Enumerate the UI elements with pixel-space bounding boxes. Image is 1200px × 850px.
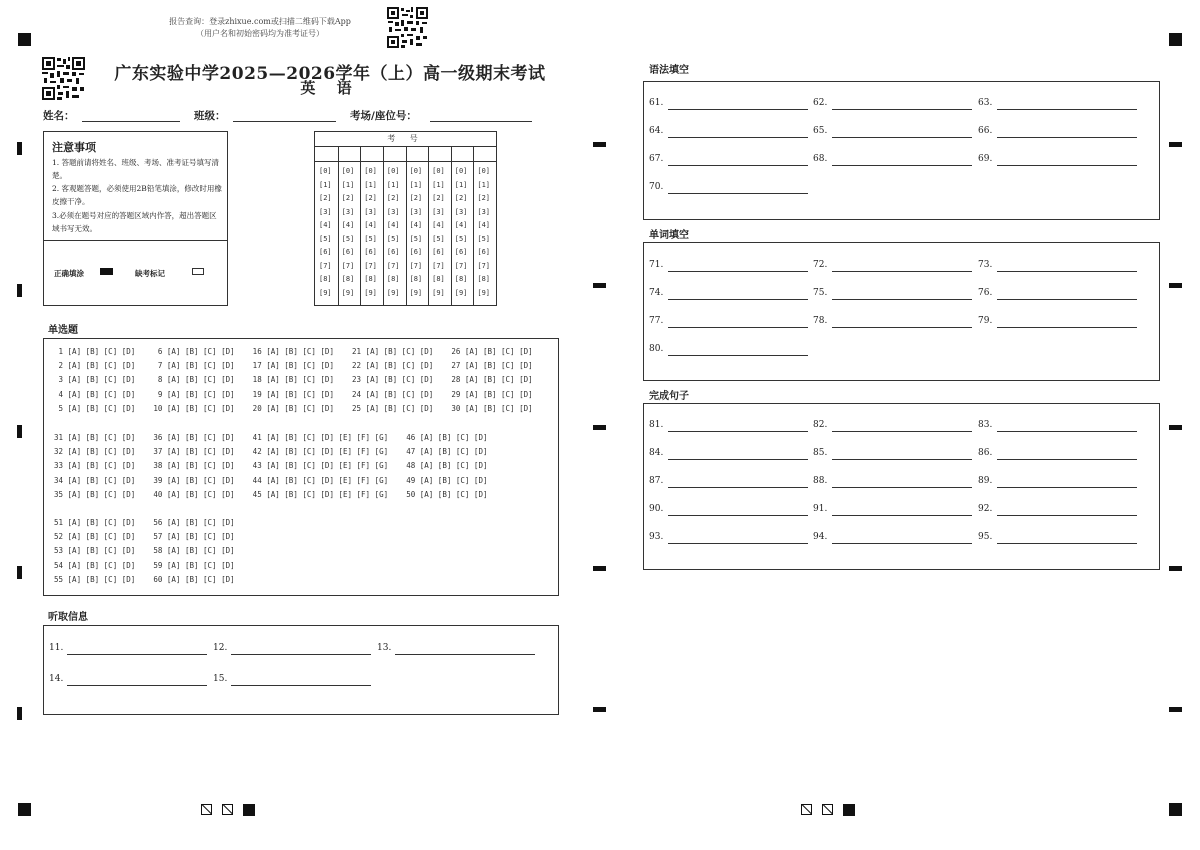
exam-digit-bubble[interactable]: [2] bbox=[409, 194, 423, 202]
exam-number-label: 考 号 bbox=[387, 134, 424, 143]
exam-digit-bubble[interactable]: [2] bbox=[319, 194, 332, 202]
grammar-fill-title: 语法填空 bbox=[649, 65, 689, 76]
exam-digit-bubble[interactable]: [4] bbox=[477, 221, 491, 229]
timing-mark bbox=[593, 283, 606, 288]
answer-line[interactable] bbox=[231, 654, 371, 655]
question-number: 64. bbox=[649, 126, 664, 136]
question-number: 85. bbox=[813, 448, 828, 458]
exam-digit-bubble[interactable]: [6] bbox=[364, 248, 377, 256]
question-number: 75. bbox=[813, 288, 828, 298]
question-number: 81. bbox=[649, 420, 664, 430]
exam-digit-bubble[interactable]: [5] bbox=[454, 234, 468, 243]
grid-column-divider bbox=[473, 146, 474, 305]
exam-digit-bubble[interactable]: [8] bbox=[364, 275, 377, 283]
exam-number-grid bbox=[314, 131, 497, 306]
exam-digit-bubble[interactable]: [9] bbox=[364, 288, 377, 297]
exam-digit-bubble[interactable]: [8] bbox=[341, 275, 355, 283]
answer-line[interactable] bbox=[395, 654, 535, 655]
timing-mark bbox=[593, 142, 606, 147]
complete-sentences-box bbox=[643, 403, 1160, 570]
absent-mark-checkbox[interactable] bbox=[192, 268, 204, 275]
question-number: 76. bbox=[978, 288, 993, 298]
timing-mark bbox=[1169, 425, 1182, 430]
answer-line[interactable] bbox=[832, 109, 972, 110]
mcq-row[interactable]: 5 [A] [B] [C] [D] 10 [A] [B] [C] [D] 20 [A] [B] [C] [D] 25 [A] [B] [C] [D] 30 [A] [B] [C] [D] bbox=[54, 403, 533, 413]
exam-digit-bubble[interactable]: [3] bbox=[454, 207, 468, 216]
notice-box bbox=[43, 131, 228, 306]
answer-line[interactable] bbox=[67, 654, 207, 655]
question-number: 82. bbox=[813, 420, 828, 430]
answer-line[interactable] bbox=[67, 685, 207, 686]
answer-line[interactable] bbox=[832, 515, 972, 516]
answer-line[interactable] bbox=[997, 271, 1137, 272]
exam-digit-bubble[interactable]: [2] bbox=[477, 194, 491, 202]
timing-mark bbox=[593, 425, 606, 430]
question-number: 13. bbox=[377, 643, 392, 653]
exam-digit-bubble[interactable]: [3] bbox=[409, 207, 423, 216]
timing-mark bbox=[17, 284, 22, 297]
answer-line[interactable] bbox=[668, 137, 808, 138]
answer-line[interactable] bbox=[997, 109, 1137, 110]
answer-line[interactable] bbox=[832, 487, 972, 488]
exam-digit-bubble[interactable]: [0] bbox=[454, 167, 468, 175]
question-number: 83. bbox=[978, 420, 993, 430]
exam-digit-bubble[interactable]: [8] bbox=[386, 275, 400, 283]
question-number: 73. bbox=[978, 260, 993, 270]
exam-digit-bubble[interactable]: [8] bbox=[319, 275, 332, 283]
page-mark-crossed bbox=[201, 804, 212, 815]
single-choice-box bbox=[43, 338, 559, 596]
question-number: 11. bbox=[49, 643, 64, 653]
exam-digit-bubble[interactable]: [2] bbox=[454, 194, 468, 202]
answer-line[interactable] bbox=[997, 137, 1137, 138]
room-seat-label: 考场/座位号： bbox=[350, 110, 417, 122]
single-choice-title: 单选题 bbox=[48, 325, 78, 336]
mcq-row[interactable]: 1 [A] [B] [C] [D] 6 [A] [B] [C] [D] 16 [A] [B] [C] [D] 21 [A] [B] [C] [D] 26 [A] [B] [C] [D] bbox=[54, 347, 533, 356]
timing-mark bbox=[1169, 142, 1182, 147]
exam-title: 广东实验中学2025—2026学年（上）高一级期末考试 bbox=[114, 64, 546, 84]
grid-column-divider bbox=[360, 146, 361, 305]
mcq-row[interactable]: 3 [A] [B] [C] [D] 8 [A] [B] [C] [D] 18 [A] [B] [C] [D] 23 [A] [B] [C] [D] 28 [A] [B] [C] [D] bbox=[54, 375, 533, 385]
exam-digit-bubble[interactable]: [8] bbox=[454, 275, 468, 283]
exam-digit-bubble[interactable]: [3] bbox=[386, 207, 400, 216]
exam-digit-bubble[interactable]: [0] bbox=[341, 167, 355, 175]
exam-digit-bubble[interactable]: [5] bbox=[409, 234, 423, 243]
question-number: 71. bbox=[649, 260, 664, 270]
answer-line[interactable] bbox=[832, 165, 972, 166]
question-number: 90. bbox=[649, 504, 664, 514]
answer-line[interactable] bbox=[668, 459, 808, 460]
room-seat-field[interactable] bbox=[430, 121, 532, 122]
answer-line[interactable] bbox=[832, 299, 972, 300]
exam-digit-bubble[interactable]: [1] bbox=[454, 180, 468, 189]
exam-digit-bubble[interactable]: [8] bbox=[409, 275, 423, 283]
answer-line[interactable] bbox=[997, 327, 1137, 328]
exam-digit-bubble[interactable]: [1] bbox=[341, 180, 355, 189]
listening-title: 听取信息 bbox=[48, 612, 88, 623]
exam-digit-bubble[interactable]: [4] bbox=[319, 221, 332, 229]
answer-line[interactable] bbox=[997, 299, 1137, 300]
correct-fill-sample bbox=[100, 268, 113, 275]
exam-digit-bubble[interactable]: [4] bbox=[386, 221, 400, 229]
exam-digit-bubble[interactable]: [3] bbox=[364, 207, 377, 216]
class-field[interactable] bbox=[233, 121, 336, 122]
question-number: 12. bbox=[213, 643, 228, 653]
mcq-row[interactable]: 2 [A] [B] [C] [D] 7 [A] [B] [C] [D] 17 [A] [B] [C] [D] 22 [A] [B] [C] [D] 27 [A] [B] [C] [D] bbox=[54, 361, 533, 371]
absent-mark-label: 缺考标记 bbox=[135, 269, 165, 278]
question-number: 79. bbox=[978, 316, 993, 326]
timing-mark bbox=[17, 425, 22, 438]
complete-sentences-title: 完成句子 bbox=[649, 391, 689, 402]
timing-mark bbox=[1169, 283, 1182, 288]
exam-digit-bubble[interactable]: [2] bbox=[341, 194, 355, 202]
timing-mark bbox=[17, 566, 22, 579]
exam-digit-bubble[interactable]: [1] bbox=[386, 180, 400, 189]
exam-digit-bubble[interactable]: [4] bbox=[409, 221, 423, 229]
corner-mark-top-left bbox=[18, 33, 31, 46]
exam-digit-bubble[interactable]: [0] bbox=[409, 167, 423, 175]
exam-digit-bubble[interactable]: [6] bbox=[454, 248, 468, 256]
answer-line[interactable] bbox=[668, 487, 808, 488]
page-mark-filled bbox=[243, 804, 255, 816]
exam-digit-bubble[interactable]: [7] bbox=[477, 261, 491, 270]
exam-digit-bubble[interactable]: [9] bbox=[454, 288, 468, 297]
question-number: 61. bbox=[649, 98, 664, 108]
timing-mark bbox=[17, 707, 22, 720]
answer-line[interactable] bbox=[832, 543, 972, 544]
listening-box bbox=[43, 625, 559, 715]
question-number: 78. bbox=[813, 316, 828, 326]
answer-line[interactable] bbox=[668, 431, 808, 432]
exam-digit-bubble[interactable]: [2] bbox=[386, 194, 400, 202]
exam-digit-bubble[interactable]: [3] bbox=[432, 207, 445, 216]
mcq-row[interactable]: 55 [A] [B] [C] [D] 60 [A] [B] [C] [D] bbox=[54, 574, 235, 584]
answer-line[interactable] bbox=[231, 685, 371, 686]
answer-line[interactable] bbox=[997, 431, 1137, 432]
page-mark-crossed bbox=[822, 804, 833, 815]
exam-digit-bubble[interactable]: [9] bbox=[386, 288, 400, 297]
answer-line[interactable] bbox=[668, 355, 808, 356]
question-number: 86. bbox=[978, 448, 993, 458]
grammar-fill-box bbox=[643, 81, 1160, 220]
mcq-row[interactable]: 32 [A] [B] [C] [D] 37 [A] [B] [C] [D] 42 [A] [B] [C] [D] [E] [F] [G] 47 [A] [B] [C] [D] bbox=[54, 447, 488, 457]
answer-line[interactable] bbox=[668, 327, 808, 328]
answer-line[interactable] bbox=[832, 431, 972, 432]
page-mark-crossed bbox=[222, 804, 233, 815]
exam-digit-bubble[interactable]: [6] bbox=[341, 248, 355, 256]
exam-digit-bubble[interactable]: [3] bbox=[477, 207, 491, 216]
corner-mark-bottom-right bbox=[1169, 803, 1182, 816]
exam-digit-bubble[interactable]: [1] bbox=[409, 180, 423, 189]
answer-line[interactable] bbox=[668, 299, 808, 300]
exam-digit-bubble[interactable]: [5] bbox=[432, 234, 445, 243]
exam-digit-bubble[interactable]: [6] bbox=[432, 248, 445, 256]
exam-digit-bubble[interactable]: [8] bbox=[477, 275, 491, 283]
answer-line[interactable] bbox=[668, 515, 808, 516]
question-number: 15. bbox=[213, 674, 228, 684]
question-number: 74. bbox=[649, 288, 664, 298]
question-number: 69. bbox=[978, 154, 993, 164]
notice-item: 2. 客观题答题，必须使用2B铅笔填涂，修改时用橡皮擦干净。 bbox=[52, 184, 222, 206]
question-number: 65. bbox=[813, 126, 828, 136]
exam-digit-bubble[interactable]: [1] bbox=[319, 180, 332, 189]
exam-digit-bubble[interactable]: [7] bbox=[386, 261, 400, 270]
answer-line[interactable] bbox=[668, 271, 808, 272]
question-number: 67. bbox=[649, 154, 664, 164]
grid-column-divider bbox=[451, 146, 452, 305]
exam-digit-bubble[interactable]: [5] bbox=[477, 234, 491, 243]
timing-mark bbox=[1169, 707, 1182, 712]
exam-digit-bubble[interactable]: [4] bbox=[432, 221, 445, 229]
question-number: 95. bbox=[978, 532, 993, 542]
mcq-row[interactable]: 53 [A] [B] [C] [D] 58 [A] [B] [C] [D] bbox=[54, 546, 235, 556]
answer-line[interactable] bbox=[832, 271, 972, 272]
exam-digit-bubble[interactable]: [7] bbox=[409, 261, 423, 270]
exam-digit-bubble[interactable]: [6] bbox=[319, 248, 332, 256]
mcq-row[interactable]: 54 [A] [B] [C] [D] 59 [A] [B] [C] [D] bbox=[54, 560, 235, 570]
exam-digit-bubble[interactable]: [7] bbox=[364, 261, 377, 270]
grid-column-divider bbox=[338, 146, 339, 305]
exam-digit-bubble[interactable]: [4] bbox=[454, 221, 468, 229]
answer-line[interactable] bbox=[997, 487, 1137, 488]
question-number: 89. bbox=[978, 476, 993, 486]
question-number: 92. bbox=[978, 504, 993, 514]
notice-divider bbox=[44, 240, 227, 241]
exam-digit-bubble[interactable]: [6] bbox=[477, 248, 491, 256]
question-number: 93. bbox=[649, 532, 664, 542]
corner-mark-top-right bbox=[1169, 33, 1182, 46]
exam-digit-bubble[interactable]: [5] bbox=[364, 234, 377, 243]
exam-digit-bubble[interactable]: [4] bbox=[364, 221, 377, 229]
answer-line[interactable] bbox=[668, 543, 808, 544]
exam-digit-bubble[interactable]: [3] bbox=[319, 207, 332, 216]
corner-mark-bottom-left bbox=[18, 803, 31, 816]
exam-digit-bubble[interactable]: [7] bbox=[454, 261, 468, 270]
exam-digit-bubble[interactable]: [3] bbox=[341, 207, 355, 216]
answer-line[interactable] bbox=[997, 543, 1137, 544]
login-hint-note: （用户名和初始密码均为准考证号） bbox=[196, 29, 324, 38]
page-mark-crossed bbox=[801, 804, 812, 815]
subject-title: 英 语 bbox=[300, 79, 360, 97]
exam-digit-bubble[interactable]: [9] bbox=[341, 288, 355, 297]
question-number: 80. bbox=[649, 344, 664, 354]
question-number: 62. bbox=[813, 98, 828, 108]
notice-item: 3.必须在题号对应的答题区域内作答，超出答题区域书写无效。 bbox=[52, 211, 217, 233]
answer-line[interactable] bbox=[997, 459, 1137, 460]
exam-digit-bubble[interactable]: [9] bbox=[477, 288, 491, 297]
mcq-row[interactable]: 35 [A] [B] [C] [D] 40 [A] [B] [C] [D] 45 [A] [B] [C] [D] [E] [F] [G] 50 [A] [B] [C] [D] bbox=[54, 489, 488, 499]
class-label: 班级： bbox=[194, 110, 226, 122]
question-number: 94. bbox=[813, 532, 828, 542]
question-number: 72. bbox=[813, 260, 828, 270]
answer-line[interactable] bbox=[997, 515, 1137, 516]
answer-line[interactable] bbox=[832, 137, 972, 138]
report-query-note: 报告查询：登录zhixue.com或扫描二维码下载App bbox=[169, 17, 351, 26]
exam-digit-bubble[interactable]: [7] bbox=[319, 261, 332, 270]
timing-mark bbox=[1169, 566, 1182, 571]
question-number: 68. bbox=[813, 154, 828, 164]
question-number: 14. bbox=[49, 674, 64, 684]
mcq-row[interactable]: 4 [A] [B] [C] [D] 9 [A] [B] [C] [D] 19 [A] [B] [C] [D] 24 [A] [B] [C] [D] 29 [A] [B] [C] [D] bbox=[54, 389, 533, 399]
correct-fill-label: 正确填涂 bbox=[54, 269, 84, 278]
exam-digit-bubble[interactable]: [5] bbox=[341, 234, 355, 243]
answer-line[interactable] bbox=[668, 193, 808, 194]
exam-digit-bubble[interactable]: [8] bbox=[432, 275, 445, 283]
exam-digit-bubble[interactable]: [5] bbox=[386, 234, 400, 243]
grid-column-divider bbox=[428, 146, 429, 305]
exam-digit-bubble[interactable]: [0] bbox=[477, 167, 491, 175]
exam-digit-bubble[interactable]: [6] bbox=[386, 248, 400, 256]
exam-digit-bubble[interactable]: [6] bbox=[409, 248, 423, 256]
answer-line[interactable] bbox=[668, 109, 808, 110]
exam-digit-bubble[interactable]: [1] bbox=[477, 180, 491, 189]
timing-mark bbox=[593, 707, 606, 712]
question-number: 91. bbox=[813, 504, 828, 514]
timing-mark bbox=[17, 142, 22, 155]
name-label: 姓名： bbox=[43, 110, 75, 122]
exam-digit-bubble[interactable]: [0] bbox=[432, 167, 445, 175]
grid-column-divider bbox=[406, 146, 407, 305]
question-number: 63. bbox=[978, 98, 993, 108]
answer-line[interactable] bbox=[997, 165, 1137, 166]
name-field[interactable] bbox=[82, 121, 180, 122]
exam-digit-bubble[interactable]: [9] bbox=[319, 288, 332, 297]
question-number: 70. bbox=[649, 182, 664, 192]
page-mark-filled bbox=[843, 804, 855, 816]
question-number: 84. bbox=[649, 448, 664, 458]
question-number: 87. bbox=[649, 476, 664, 486]
question-number: 77. bbox=[649, 316, 664, 326]
exam-digit-bubble[interactable]: [7] bbox=[341, 261, 355, 270]
word-fill-title: 单词填空 bbox=[649, 230, 689, 241]
exam-digit-bubble[interactable]: [0] bbox=[364, 167, 377, 175]
exam-digit-bubble[interactable]: [0] bbox=[386, 167, 400, 175]
mcq-row[interactable]: 34 [A] [B] [C] [D] 39 [A] [B] [C] [D] 44 [A] [B] [C] [D] [E] [F] [G] 49 [A] [B] [C] [D] bbox=[54, 475, 488, 485]
mcq-row[interactable]: 52 [A] [B] [C] [D] 57 [A] [B] [C] [D] bbox=[54, 532, 235, 542]
notice-title: 注意事项 bbox=[52, 141, 96, 154]
mcq-row[interactable]: 31 [A] [B] [C] [D] 36 [A] [B] [C] [D] 41 [A] [B] [C] [D] [E] [F] [G] 46 [A] [B] [C] [D] bbox=[54, 433, 488, 442]
exam-digit-bubble[interactable]: [9] bbox=[432, 288, 445, 297]
exam-digit-bubble[interactable]: [1] bbox=[364, 180, 377, 189]
word-fill-box bbox=[643, 242, 1160, 381]
answer-line[interactable] bbox=[832, 459, 972, 460]
question-number: 66. bbox=[978, 126, 993, 136]
timing-mark bbox=[593, 566, 606, 571]
exam-digit-bubble[interactable]: [2] bbox=[432, 194, 445, 202]
grid-column-divider bbox=[383, 146, 384, 305]
mcq-row[interactable]: 33 [A] [B] [C] [D] 38 [A] [B] [C] [D] 43 [A] [B] [C] [D] [E] [F] [G] 48 [A] [B] [C] [D] bbox=[54, 461, 488, 471]
answer-line[interactable] bbox=[668, 165, 808, 166]
exam-digit-bubble[interactable]: [9] bbox=[409, 288, 423, 297]
mcq-row[interactable]: 51 [A] [B] [C] [D] 56 [A] [B] [C] [D] bbox=[54, 518, 235, 527]
exam-digit-bubble[interactable]: [1] bbox=[432, 180, 445, 189]
exam-digit-bubble[interactable]: [2] bbox=[364, 194, 377, 202]
exam-digit-bubble[interactable]: [0] bbox=[319, 167, 332, 175]
exam-digit-bubble[interactable]: [5] bbox=[319, 234, 332, 243]
exam-digit-bubble[interactable]: [7] bbox=[432, 261, 445, 270]
answer-line[interactable] bbox=[832, 327, 972, 328]
qr-code-icon bbox=[387, 7, 428, 48]
question-number: 88. bbox=[813, 476, 828, 486]
qr-code-icon bbox=[42, 57, 85, 100]
exam-digit-bubble[interactable]: [4] bbox=[341, 221, 355, 229]
notice-item: 1. 答题前请将姓名、班级、考场、准考证号填写清楚。 bbox=[52, 158, 220, 180]
